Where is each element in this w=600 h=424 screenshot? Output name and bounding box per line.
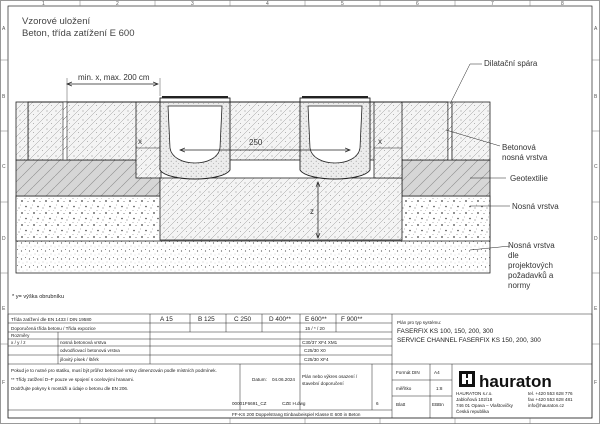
grating-left-cap xyxy=(162,96,228,98)
grid-number-top-1: 1 xyxy=(42,1,45,7)
drawing-title-line1: Vzorové uložení xyxy=(22,16,91,27)
tb-class-f900: F 900** xyxy=(341,316,363,323)
tb-row-xyz: x / y / z xyxy=(11,340,26,345)
grid-number-top-5: 5 xyxy=(341,1,344,7)
tb-class-d400: D 400** xyxy=(269,316,292,323)
grid-letter-left-d: D xyxy=(2,236,6,242)
tb-sheet-label: Blatt xyxy=(396,402,406,407)
grid-letter-right-d: D xyxy=(594,236,598,242)
tb-sheet-value: EBBn xyxy=(432,402,444,407)
grid-letter-right-c: C xyxy=(594,164,598,170)
tb-format-value: A4 xyxy=(434,370,440,375)
company-line-2: Jabloňová 102/18 xyxy=(456,397,493,402)
grid-number-top-3: 3 xyxy=(191,1,194,7)
company-line-3: 746 01 Opava – Vlaštovičky xyxy=(456,403,513,408)
tb-note-3: Dodržujte pokyny k montáži a údaje o betonu dle EN 206. xyxy=(11,386,129,391)
tb-row-load-bearing-concrete: nosná betonová vrstva xyxy=(60,340,107,345)
grid-letter-left-c: C xyxy=(2,164,6,170)
drawing-title-line2: Beton, třída zatížení E 600 xyxy=(22,28,135,39)
dimension-x-right: x xyxy=(378,137,382,146)
tb-class-e600: E 600** xyxy=(305,316,327,323)
grid-number-top-7: 7 xyxy=(491,1,494,7)
tb-drawing-version: CZE H.dwg xyxy=(282,401,306,406)
tb-row-dimensions: Rozměry xyxy=(11,333,30,338)
tb-system-1: FASERFIX KS 100, 150, 200, 300 xyxy=(397,328,494,335)
grid-letter-right-a: A xyxy=(594,26,598,32)
company-line-1: HAURATON s.r.o. xyxy=(456,391,493,396)
callout-project-base-layer-line: požadavků a xyxy=(508,271,554,280)
grating-left xyxy=(160,98,230,102)
tb-spec-xyz: 15 / * / 20 xyxy=(305,326,325,331)
grid-letter-right-b: B xyxy=(594,94,598,100)
channel-right-bore xyxy=(308,106,362,163)
callout-concrete-layer-line: Betonová xyxy=(502,143,536,152)
channel-left-bore xyxy=(168,106,222,163)
callout-base-layer: Nosná vrstva xyxy=(512,202,559,211)
tb-spec-concrete-2: C25/30 X0 xyxy=(304,348,326,353)
tb-class-a15: A 15 xyxy=(160,316,173,323)
tb-bottom-caption: FF-KS 200 Doppelstrang Einbaubeispiel Klasse E 600 in Beton xyxy=(232,412,361,417)
tb-row-load-class: Třída zatížení dle EN 1433 / DIN 19580 xyxy=(11,317,92,322)
tb-scale-value: 1:8 xyxy=(436,386,443,391)
contact-line-2: fax +420 553 628 481 xyxy=(528,397,573,402)
dimension-z: z xyxy=(310,207,314,216)
tb-note-2: ** Třídy zatížení D–F pouze ve spojení s ocelovými hranami. xyxy=(11,377,134,382)
callout-concrete-layer-line: nosná vrstva xyxy=(502,153,548,162)
grid-letter-left-a: A xyxy=(2,26,6,32)
grid-letter-right-e: E xyxy=(594,306,598,312)
tb-spec-concrete-1: C30/37 XF4 XM1 xyxy=(302,340,338,345)
tb-scale-label: měřítko xyxy=(396,386,412,391)
contact-line-1: tel. +420 553 628 776 xyxy=(528,391,573,396)
tb-drawing-extra: 6 xyxy=(376,401,379,406)
channel-distance-label: 250 xyxy=(249,138,263,147)
tb-note-1: Pokud je to nutné pro statiku, musí být průřez betonové vrstvy dimenzován podle místních podmínek. xyxy=(11,368,217,373)
grid-letter-right-f: F xyxy=(594,380,598,386)
grid-number-top-8: 8 xyxy=(561,1,564,7)
tb-row-drainage-concrete: odvodňovací betonová vrstva xyxy=(60,348,120,353)
grid-letter-left-b: B xyxy=(2,94,6,100)
concrete-bed xyxy=(160,178,402,240)
tb-class-b125: B 125 xyxy=(198,316,215,323)
contact-line-3: info@hauraton.cz xyxy=(528,403,565,408)
callout-project-base-layer-line: normy xyxy=(508,281,531,290)
grid-letter-left-f: F xyxy=(2,380,6,386)
grating-right-cap xyxy=(302,96,368,98)
tb-plan-note-line: Plán nebo výkres osazení / xyxy=(302,374,358,379)
hauraton-logo-icon xyxy=(459,371,475,387)
callout-expansion-joint: Dilatační spára xyxy=(484,59,538,68)
tb-spec-concrete-3: C25/30 XF4 xyxy=(304,357,329,362)
callout-geotextile: Geotextilie xyxy=(510,174,548,183)
callout-project-base-layer-line: dle xyxy=(508,251,519,260)
company-line-4: Česká republika xyxy=(456,409,489,414)
callout-project-base-layer-line: Nosná vrstva xyxy=(508,241,555,250)
tb-row-sand-gravel: jílovitý písek / štěrk xyxy=(60,357,99,362)
tb-format-label: Formát DIN xyxy=(396,370,420,375)
tb-class-c250: C 250 xyxy=(234,316,252,323)
concrete-outer-left xyxy=(16,102,28,160)
dimension-x-left: x xyxy=(138,137,142,146)
tb-date-value: 04.06.2024 xyxy=(272,377,295,382)
joint-spacing-label: min. x, max. 200 cm xyxy=(78,73,150,82)
grid-number-top-2: 2 xyxy=(116,1,119,7)
grid-number-top-4: 4 xyxy=(266,1,269,7)
grating-right xyxy=(300,98,370,102)
brand-name: hauraton xyxy=(479,372,552,391)
footnote-y: * y= výška obrubníku xyxy=(12,294,65,300)
tb-date-label: Datum: xyxy=(252,377,267,382)
tb-row-concrete-class: Doporučená třída betonu / Třída expozice xyxy=(11,326,96,331)
grid-number-top-6: 6 xyxy=(416,1,419,7)
grid-letter-left-e: E xyxy=(2,306,6,312)
expansion-joint-left xyxy=(63,102,67,160)
tb-system-2: SERVICE CHANNEL FASERFIX KS 150, 200, 300 xyxy=(397,337,541,344)
tb-plan-for-label: Plán pro typ systému: xyxy=(397,320,442,325)
concrete-outer-right xyxy=(452,102,490,160)
callout-project-base-layer-line: projektových xyxy=(508,261,553,270)
tb-plan-note-line: stavební doporučení xyxy=(302,381,344,386)
tb-drawing-number: 00001F6691_CZ xyxy=(232,401,267,406)
